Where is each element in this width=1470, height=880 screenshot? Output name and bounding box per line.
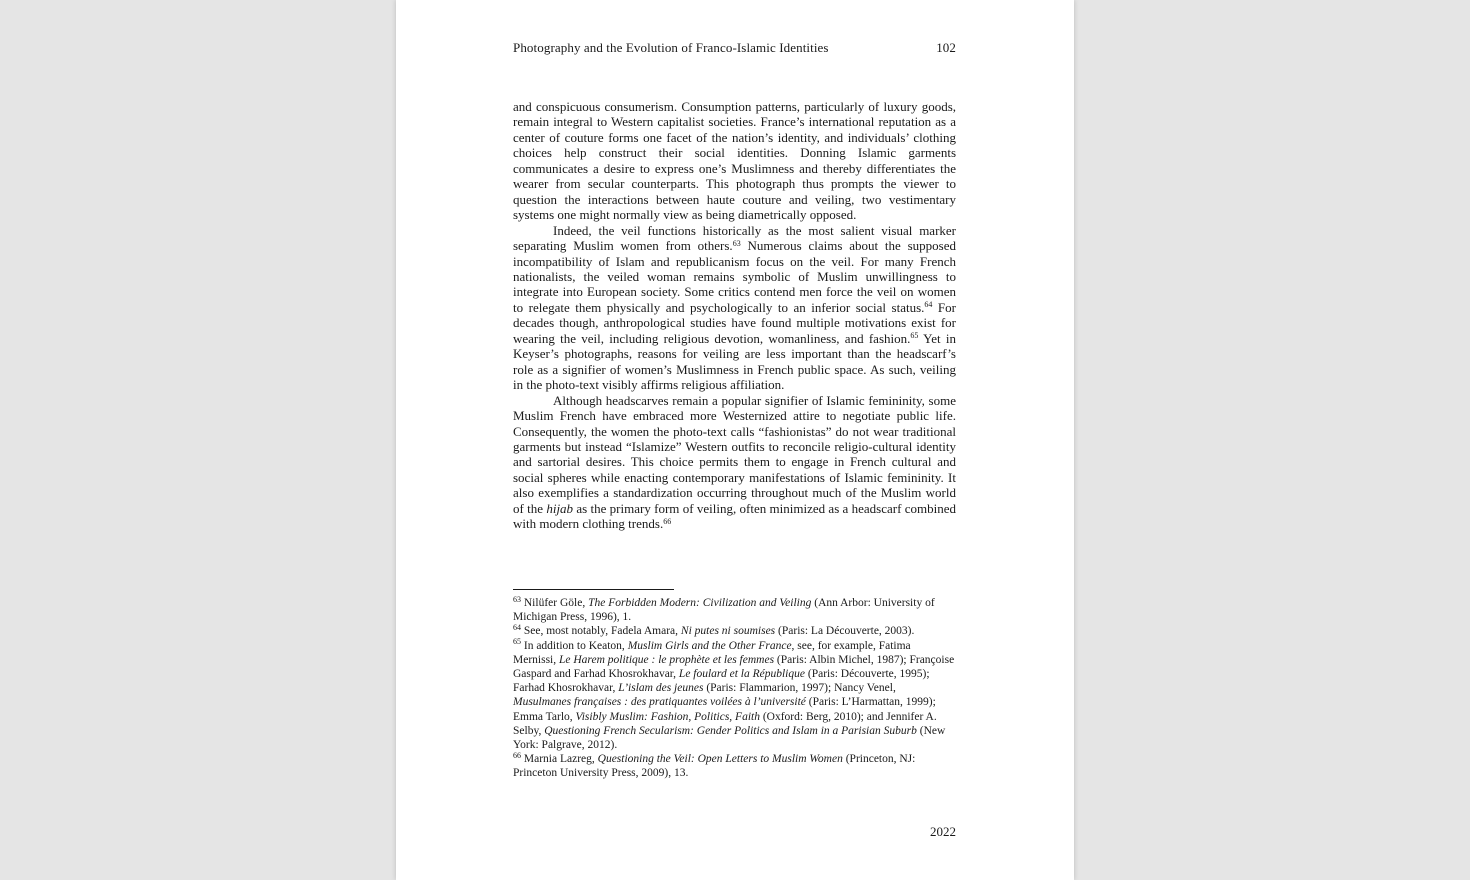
- document-page: [396, 0, 1074, 880]
- footnote-item: $^{64}$ See, most notably, Fadela Amara, Ni putes ni soumises (Paris: La Découverte, 2003).: [513, 622, 915, 638]
- header-page-number: 102: [936, 40, 956, 55]
- paragraph: and conspicuous consumerism. Consumption patterns, particularly of luxury goods, remain integral to Western capitalist societies. France’s international reputation as a center of couture forms one facet of the nation’s identity, and individuals’ clothing choices help construct their social identities. Donning Islamic garments communicates a desire to express one’s Muslimness and thereby differentiates the wearer from secular counterparts. This photograph thus prompts the viewer to question the interactions between haute couture and veiling, two vestimentary systems one might normally view as being diametrically opposed.: [513, 99, 956, 223]
- footnote-item: $^{65}$ In addition to Keaton, Muslim Girls and the Other France, see, for example, Fatima Mernissi, Le Harem politique : le prophète et les femmes (Paris: Albin Michel, 1987); Françoise Gaspard and Farhad Khosrokhavar, Le foulard et la République (Paris: Découverte, 1995); Farhad Khosrokhavar, L’islam des jeunes (Paris: Flammarion, 1997); Nancy Venel, Musulmanes françaises : des pratiquantes voilées à l’université (Paris: L’Harmattan, 1999); Emma Tarlo, Visibly Muslim: Fashion, Politics, Faith (Oxford: Berg, 2010); and Jennifer A. Selby, Questioning French Secularism: Gender Politics and Islam in a Parisian Suburb (New York: Palgrave, 2012).: [513, 637, 955, 752]
- paragraph: Although headscarves remain a popular signifier of Islamic femininity, some Muslim French have embraced more Westernized attire to negotiate public life. Consequently, the women the photo-text calls “fashionistas” do not wear traditional garments but instead “Islamize” Western outfits to reconcile religio-cultural identity and sartorial desires. This choice permits them to engage in French cultural and social spheres while enacting contemporary manifestations of Islamic femininity. It also exemplifies a standardization occurring throughout much of the Muslim world of the hijab as the primary form of veiling, often minimized as a headscarf combined with modern clothing trends.$^{66}$: [513, 392, 956, 532]
- paragraph: Indeed, the veil functions historically as the most salient visual marker separating Muslim women from others.$^{63}$ Numerous claims about the supposed incompatibility of Islam and republicanism focus on the veil. For many French nationalists, the veiled woman remains symbolic of Muslim unwillingness to integrate into European society. Some critics contend men force the veil on women to relegate them physically and psychologically to an inferior social status.$^{64}$ For decades though, anthropological studies have found multiple motivations exist for wearing the veil, including religious devotion, womanliness, and fashion.$^{65}$ Yet in Keyser’s photographs, reasons for veiling are less important than the headscarf’s role as a signifier of women’s Muslimness in French public space. As such, veiling in the photo-text visibly affirms religious affiliation.: [513, 222, 956, 393]
- running-header: [513, 40, 956, 56]
- footnote-item: $^{63}$ Nilüfer Göle, The Forbidden Modern: Civilization and Veiling (Ann Arbor: University of Michigan Press, 1996), 1.: [513, 594, 935, 624]
- footnote-separator: [513, 589, 674, 590]
- header-title: Photography and the Evolution of Franco-Islamic Identities: [513, 40, 829, 55]
- footer-year: 2022: [930, 824, 956, 839]
- body-text: [513, 99, 956, 532]
- page-footer: [513, 824, 956, 840]
- footnote-item: $^{66}$ Marnia Lazreg, Questioning the Veil: Open Letters to Muslim Women (Princeton, NJ: Princeton University Press, 2009), 13.: [513, 750, 916, 780]
- footnotes-section: [513, 596, 956, 781]
